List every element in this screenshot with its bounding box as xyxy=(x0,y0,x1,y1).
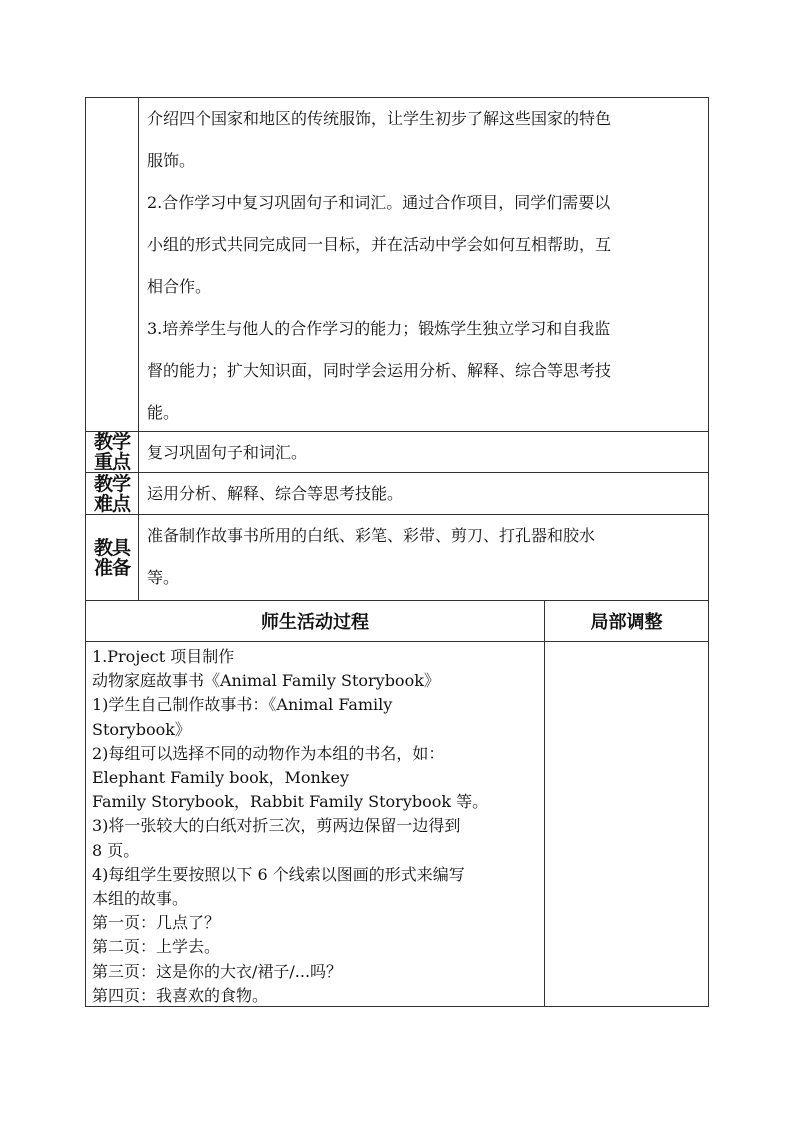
process-line: 4)每组学生要按照以下 6 个线索以图画的形式来编写 xyxy=(92,864,465,884)
process-line: 8 页。 xyxy=(92,840,140,860)
objectives-line: 介绍四个国家和地区的传统服饰，让学生初步了解这些国家的特色 xyxy=(147,109,612,128)
process-line: 动物家庭故事书《Animal Family Storybook》 xyxy=(92,671,440,691)
process-line: Storybook》 xyxy=(92,719,191,739)
process-line: 1.Project 项目制作 xyxy=(92,647,235,666)
process-line: Elephant Family book，Monkey xyxy=(92,768,349,788)
objectives-line: 2.合作学习中复习巩固句子和词汇。通过合作项目，同学们需要以 xyxy=(147,193,611,212)
process-content xyxy=(86,642,545,1006)
process-line: 第一页：几点了？ xyxy=(92,913,221,933)
adjustment-cell xyxy=(545,642,708,1006)
process-line: 2)每组可以选择不同的动物作为本组的书名，如： xyxy=(92,743,445,763)
objectives-content xyxy=(139,98,708,431)
difficulties-text: 运用分析、解释、综合等思考技能。 xyxy=(147,484,404,503)
objectives-line: 能。 xyxy=(147,403,180,422)
adjustment-header: 局部调整 xyxy=(590,612,663,633)
process-line: 第三页：这是你的大衣/裙子/...吗？ xyxy=(92,961,343,981)
process-line: 本组的故事。 xyxy=(92,889,189,909)
preparation-line: 等。 xyxy=(147,568,180,587)
key-points-label: 教学重点 xyxy=(86,432,139,472)
difficulties-row xyxy=(86,472,708,514)
objectives-label-cell xyxy=(86,98,139,431)
process-body-row xyxy=(86,641,708,1006)
preparation-line: 准备制作故事书所用的白纸、彩笔、彩带、剪刀、打孔器和胶水 xyxy=(147,526,596,545)
key-points-text: 复习巩固句子和词汇。 xyxy=(147,443,308,462)
objectives-line: 3.培养学生与他人的合作学习的能力；锻炼学生独立学习和自我监 xyxy=(147,319,611,338)
lesson-plan-table xyxy=(85,97,709,1007)
process-line: 第四页：我喜欢的食物。 xyxy=(92,985,269,1005)
key-points-row xyxy=(86,431,708,472)
process-header-row xyxy=(86,600,708,641)
difficulties-label: 教学难点 xyxy=(86,473,139,514)
process-line: 第二页：上学去。 xyxy=(92,937,221,957)
objectives-line: 小组的形式共同完成同一目标，并在活动中学会如何互相帮助，互 xyxy=(147,235,612,254)
objectives-line: 督的能力；扩大知识面，同时学会运用分析、解释、综合等思考技 xyxy=(147,361,612,380)
process-header: 师生活动过程 xyxy=(86,601,545,641)
objectives-row xyxy=(86,98,708,431)
process-line: 1)学生自己制作故事书：《Animal Family xyxy=(92,695,393,715)
process-line: Family Storybook，Rabbit Family Storybook 等。 xyxy=(92,792,489,812)
preparation-label: 教具准备 xyxy=(86,515,139,600)
objectives-line: 相合作。 xyxy=(147,277,212,296)
process-line: 3)将一张较大的白纸对折三次，剪两边保留一边得到 xyxy=(92,816,461,836)
objectives-line: 服饰。 xyxy=(147,151,196,170)
preparation-content xyxy=(139,515,708,600)
preparation-row xyxy=(86,514,708,600)
